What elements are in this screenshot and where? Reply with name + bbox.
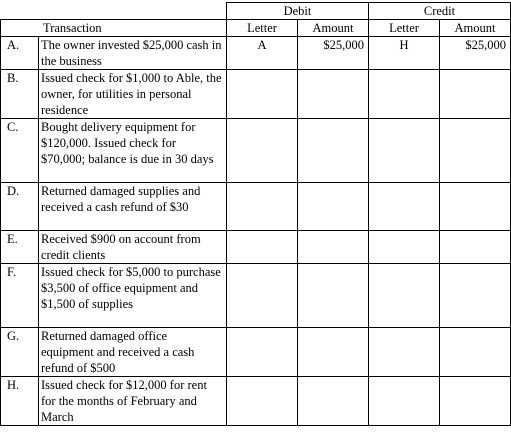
row-debit-amount[interactable]	[298, 264, 369, 328]
row-credit-amount[interactable]: $25,000	[440, 37, 511, 70]
row-id: D.	[1, 183, 39, 231]
row-credit-amount[interactable]	[440, 231, 511, 264]
row-credit-letter[interactable]	[369, 119, 440, 183]
credit-group-header: Credit	[369, 3, 511, 20]
table-row	[1, 183, 511, 231]
row-credit-letter[interactable]	[369, 70, 440, 119]
row-id: F.	[1, 264, 39, 328]
row-credit-amount[interactable]	[440, 183, 511, 231]
table-row	[1, 377, 511, 426]
row-id: B.	[1, 70, 39, 119]
row-description: Issued check for $5,000 to purchase $3,500 of office equipment and $1,500 of supplies	[39, 264, 227, 328]
row-credit-letter[interactable]	[369, 231, 440, 264]
credit-amount-header: Amount	[440, 20, 511, 37]
row-debit-letter[interactable]	[227, 377, 298, 426]
credit-letter-header: Letter	[369, 20, 440, 37]
row-description: Bought delivery equipment for $120,000. Issued check for $70,000; balance is due in 30 days	[39, 119, 227, 183]
row-debit-letter[interactable]	[227, 70, 298, 119]
debit-letter-header: Letter	[227, 20, 298, 37]
row-credit-letter[interactable]	[369, 377, 440, 426]
row-credit-letter[interactable]	[369, 264, 440, 328]
row-debit-amount[interactable]	[298, 70, 369, 119]
row-debit-amount[interactable]	[298, 231, 369, 264]
row-description: Issued check for $1,000 to Able, the owner, for utilities in personal residence	[39, 70, 227, 119]
table-row	[1, 264, 511, 328]
transaction-header: Transaction	[1, 20, 227, 37]
table-row	[1, 328, 511, 377]
row-description: Returned damaged supplies and received a cash refund of $30	[39, 183, 227, 231]
row-debit-amount[interactable]: $25,000	[298, 37, 369, 70]
row-debit-amount[interactable]	[298, 377, 369, 426]
row-id: E.	[1, 231, 39, 264]
column-header-row	[1, 20, 511, 37]
row-description: Returned damaged office equipment and received a cash refund of $500	[39, 328, 227, 377]
row-debit-amount[interactable]	[298, 119, 369, 183]
table-row	[1, 70, 511, 119]
row-description: The owner invested $25,000 cash in the business	[39, 37, 227, 70]
row-credit-letter[interactable]	[369, 328, 440, 377]
row-debit-letter[interactable]	[227, 231, 298, 264]
row-description: Received $900 on account from credit clients	[39, 231, 227, 264]
row-id: H.	[1, 377, 39, 426]
row-credit-amount[interactable]	[440, 264, 511, 328]
transaction-table	[0, 2, 511, 426]
debit-amount-header: Amount	[298, 20, 369, 37]
row-id: G.	[1, 328, 39, 377]
row-debit-letter[interactable]	[227, 264, 298, 328]
row-id: C.	[1, 119, 39, 183]
row-debit-amount[interactable]	[298, 328, 369, 377]
table-row	[1, 37, 511, 70]
table-row	[1, 231, 511, 264]
row-debit-letter[interactable]	[227, 183, 298, 231]
row-credit-letter[interactable]	[369, 183, 440, 231]
row-debit-letter[interactable]	[227, 328, 298, 377]
row-debit-letter[interactable]	[227, 119, 298, 183]
row-credit-amount[interactable]	[440, 377, 511, 426]
row-id: A.	[1, 37, 39, 70]
row-debit-letter[interactable]: A	[227, 37, 298, 70]
row-credit-amount[interactable]	[440, 70, 511, 119]
row-description: Issued check for $12,000 for rent for the months of February and March	[39, 377, 227, 426]
row-credit-letter[interactable]: H	[369, 37, 440, 70]
row-debit-amount[interactable]	[298, 183, 369, 231]
row-credit-amount[interactable]	[440, 119, 511, 183]
row-credit-amount[interactable]	[440, 328, 511, 377]
table-row	[1, 119, 511, 183]
header-spacer	[1, 3, 227, 20]
debit-group-header: Debit	[227, 3, 369, 20]
